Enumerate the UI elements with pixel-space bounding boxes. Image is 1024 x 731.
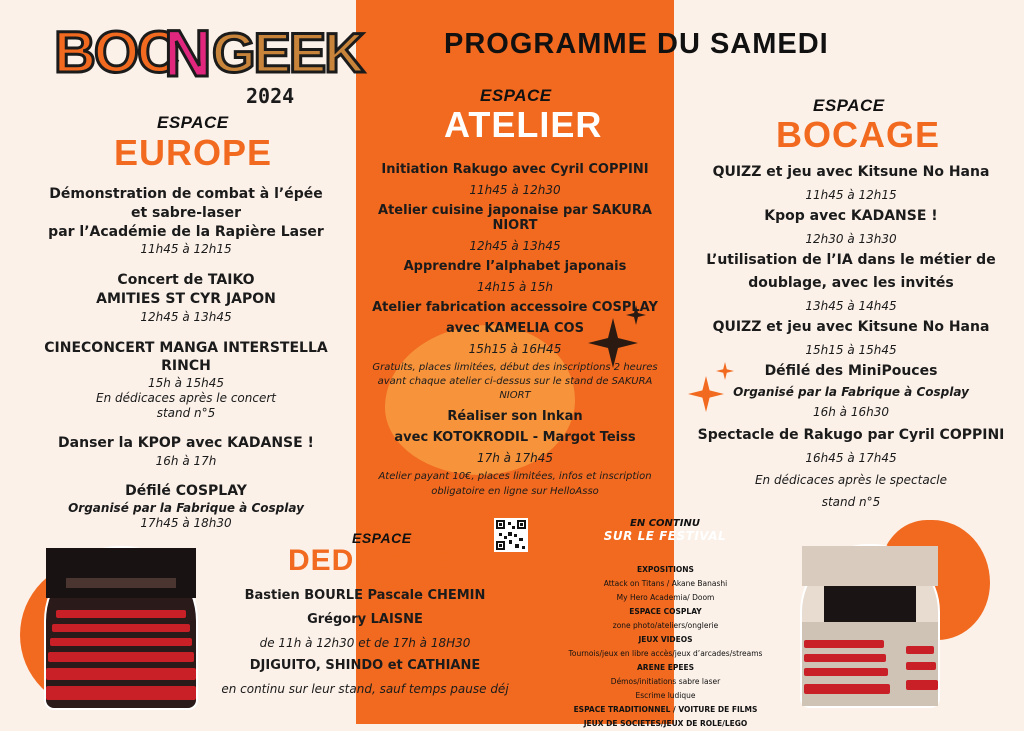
event-time: 11h45 à 12h30 bbox=[469, 183, 561, 197]
continu-item: Tournois/jeux en libre accès/jeux d’arcades/streams bbox=[568, 649, 763, 658]
atelier-label-big: ATELIER bbox=[444, 104, 603, 145]
bocage-events bbox=[686, 164, 1016, 509]
seat-row bbox=[804, 668, 888, 676]
event-time: 16h à 17h bbox=[155, 454, 217, 468]
event-title: Défilé des MiniPouces bbox=[764, 363, 938, 379]
continu-item: ESPACE TRADITIONNEL / VOITURE DE FILMS bbox=[573, 705, 758, 714]
continu-item: EXPOSITIONS bbox=[637, 565, 694, 574]
atelier-label-small: ESPACE bbox=[480, 86, 552, 105]
continu-list bbox=[548, 563, 783, 731]
event-time: 11h45 à 12h15 bbox=[140, 242, 232, 256]
event-title: doublage, avec les invités bbox=[748, 275, 954, 291]
event-title: L’utilisation de l’IA dans le métier de bbox=[706, 252, 996, 268]
event-time: 12h30 à 13h30 bbox=[805, 232, 897, 246]
event-time: 11h45 à 12h15 bbox=[805, 188, 897, 202]
event-title: Réaliser son Inkan bbox=[447, 409, 583, 424]
event-time: 13h45 à 14h45 bbox=[805, 299, 897, 313]
continu-item: ARENE EPEES bbox=[637, 663, 694, 672]
continu-heading bbox=[590, 518, 740, 543]
event-time: 15h à 15h45 bbox=[147, 376, 224, 390]
event-title: avec KAMELIA COS bbox=[446, 321, 584, 336]
seat-row bbox=[46, 686, 196, 700]
continu-item: Démos/initiations sabre laser bbox=[610, 677, 721, 686]
event-subtitle: Organisé par la Fabrique à Cosplay bbox=[68, 501, 304, 515]
seat-row bbox=[906, 646, 934, 654]
seat-row bbox=[906, 662, 936, 670]
europe-event bbox=[20, 272, 352, 324]
event-note: En dédicaces après le spectacle bbox=[754, 473, 948, 487]
stage-area bbox=[46, 548, 196, 598]
logo-year: 2024 bbox=[246, 84, 295, 108]
seat-row bbox=[50, 638, 192, 646]
seat-row bbox=[48, 652, 194, 662]
dedicaces-label-big: DEDICACES bbox=[288, 544, 474, 577]
seat-row bbox=[52, 624, 190, 632]
continu-item: ESPACE COSPLAY bbox=[629, 607, 702, 616]
continu-item: zone photo/ateliers/onglerie bbox=[612, 621, 719, 630]
svg-text:GEEK: GEEK bbox=[212, 21, 363, 84]
continu-item: Attack on Titans / Akane Banashi bbox=[603, 579, 728, 588]
europe-event bbox=[20, 186, 352, 256]
europe-events bbox=[20, 186, 352, 530]
continu-item: Escrime ludique bbox=[635, 691, 696, 700]
europe-event bbox=[20, 483, 352, 530]
atelier-note: Gratuits, places limitées, début des inscriptions 2 heures bbox=[372, 362, 658, 373]
event-title: AMITIES ST CYR JAPON bbox=[96, 291, 276, 307]
theater-photo-left bbox=[44, 546, 198, 710]
event-time: 12h45 à 13h45 bbox=[469, 239, 561, 253]
event-note: stand n°5 bbox=[821, 495, 881, 509]
seat-row bbox=[906, 680, 938, 690]
event-title: Kpop avec KADANSE ! bbox=[764, 208, 938, 224]
svg-text:N: N bbox=[164, 16, 212, 90]
event-time: 15h15 à 16H45 bbox=[468, 342, 562, 356]
seat-row bbox=[804, 684, 890, 694]
event-time: 17h45 à 18h30 bbox=[140, 516, 232, 530]
dedicaces-note: en continu sur leur stand, sauf temps pause déj bbox=[221, 682, 509, 696]
seat-row bbox=[804, 654, 886, 662]
event-title: Danser la KPOP avec KADANSE ! bbox=[58, 435, 314, 451]
event-title: QUIZZ et jeu avec Kitsune No Hana bbox=[712, 319, 990, 335]
event-title: Initiation Rakugo avec Cyril COPPINI bbox=[381, 162, 649, 177]
dedicaces-line: Bastien BOURLE Pascale CHEMIN bbox=[244, 588, 486, 603]
atelier-note: Atelier payant 10€, places limitées, infos et inscription bbox=[378, 471, 652, 482]
seat-row bbox=[46, 668, 196, 680]
event-time: 14h15 à 15h bbox=[476, 280, 553, 294]
svg-text:BOC: BOC bbox=[54, 20, 177, 85]
theater-photo-right bbox=[800, 544, 940, 708]
event-title: Défilé COSPLAY bbox=[125, 483, 247, 499]
event-title: Concert de TAIKO bbox=[117, 272, 255, 288]
dedicaces-line: DJIGUITO, SHINDO et CATHIANE bbox=[249, 658, 481, 673]
event-title: Atelier fabrication accessoire COSPLAY bbox=[372, 300, 658, 315]
continu-item: My Hero Academia/ Doom bbox=[616, 593, 715, 602]
event-time: 15h15 à 15h45 bbox=[805, 343, 897, 357]
continu-label: EN CONTINU bbox=[630, 518, 700, 529]
event-time: 16h à 16h30 bbox=[812, 405, 889, 419]
event-title: Atelier cuisine japonaise par SAKURA NIORT bbox=[378, 203, 652, 233]
event-time: 12h45 à 13h45 bbox=[140, 310, 232, 324]
dedicaces-label-small: ESPACE bbox=[352, 530, 412, 546]
dedicaces-time: de 11h à 12h30 et de 17h à 18H30 bbox=[259, 636, 471, 650]
europe-event bbox=[20, 435, 352, 468]
bocage-label-small: ESPACE bbox=[813, 96, 885, 115]
event-title: CINECONCERT MANGA INTERSTELLA bbox=[44, 340, 328, 356]
event-title: Apprendre l’alphabet japonais bbox=[403, 259, 627, 274]
europe-label-small: ESPACE bbox=[157, 113, 229, 132]
event-title: Démonstration de combat à l’épée bbox=[49, 186, 323, 202]
event-time: 17h à 17h45 bbox=[476, 451, 553, 465]
bocngeek-logo bbox=[52, 10, 363, 90]
atelier-note: NIORT bbox=[499, 390, 531, 401]
continu-item: JEUX DE SOCIETES/JEUX DE ROLE/LEGO bbox=[583, 719, 748, 728]
event-title: Spectacle de Rakugo par Cyril COPPINI bbox=[697, 427, 1005, 443]
page-title: PROGRAMME DU SAMEDI bbox=[444, 28, 829, 60]
event-time: 16h45 à 17h45 bbox=[805, 451, 897, 465]
event-title: et sabre-laser bbox=[130, 205, 242, 221]
europe-label-big: EUROPE bbox=[114, 132, 273, 173]
event-subtitle: Organisé par la Fabrique à Cosplay bbox=[733, 385, 969, 399]
event-title: avec KOTOKRODIL - Margot Teiss bbox=[394, 430, 636, 445]
dedicaces-line: Grégory LAISNE bbox=[307, 612, 423, 627]
continu-item: JEUX VIDEOS bbox=[638, 635, 693, 644]
atelier-note: obligatoire en ligne sur HelloAsso bbox=[431, 486, 599, 497]
continu-label: SUR LE FESTIVAL bbox=[603, 529, 727, 543]
event-title: RINCH bbox=[161, 358, 211, 374]
event-note: En dédicaces après le concert bbox=[96, 391, 276, 405]
qr-code[interactable] bbox=[494, 518, 528, 552]
event-title: par l’Académie de la Rapière Laser bbox=[48, 224, 324, 240]
atelier-events bbox=[360, 162, 670, 497]
stage-light bbox=[66, 578, 176, 588]
event-note: stand n°5 bbox=[156, 406, 216, 420]
hall-ceiling bbox=[802, 546, 938, 586]
europe-event bbox=[20, 340, 352, 420]
dedicaces-block bbox=[200, 588, 530, 696]
seat-row bbox=[56, 610, 186, 618]
seat-row bbox=[804, 640, 884, 648]
atelier-note: avant chaque atelier ci-dessus sur le stand de SAKURA bbox=[377, 376, 653, 387]
bocage-label-big: BOCAGE bbox=[776, 114, 941, 155]
event-title: QUIZZ et jeu avec Kitsune No Hana bbox=[712, 164, 990, 180]
hall-stage bbox=[824, 586, 916, 622]
